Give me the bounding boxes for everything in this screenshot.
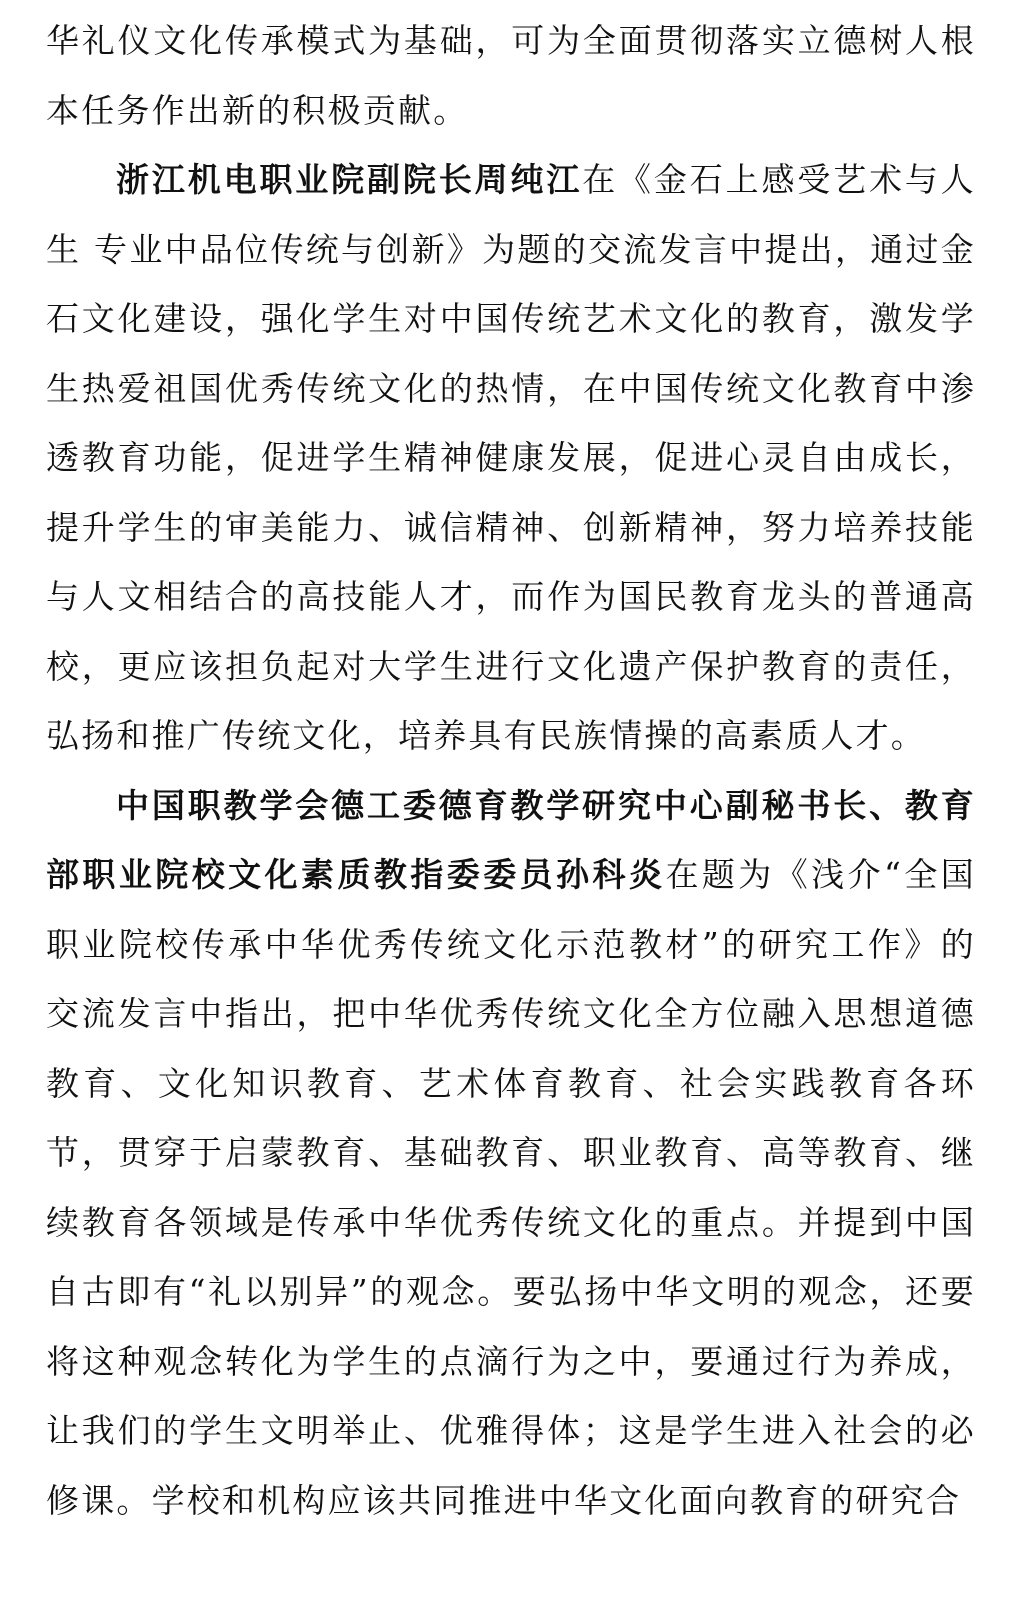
paragraph-text: 华礼仪文化传承模式为基础，可为全面贯彻落实立德树人根本任务作出新的积极贡献。 bbox=[46, 21, 976, 130]
document-page bbox=[46, 6, 976, 1535]
paragraph-text: 在《金石上感受艺术与人生 专业中品位传统与创新》为题的交流发言中提出，通过金石文化建设，强化学生对中国传统艺术文化的教育，激发学生热爱祖国优秀传统文化的热情，在中国传统文化教育中渗透教育功能，促进学生精神健康发展，促进心灵自由成长，提升学生的审美能力、诚信精神、创新精神，努力培养技能与人文相结合的高技能人才，而作为国民教育龙头的普通高校，更应该担负起对大学生进行文化遗产保护教育的责任，弘扬和推广传统文化，培养具有民族情操的高素质人才。 bbox=[46, 160, 976, 755]
paragraph-sun-keyan bbox=[46, 771, 976, 1536]
paragraph-zhou-chunjiang bbox=[46, 145, 976, 771]
paragraph-text: 在题为《浅介“全国职业院校传承中华优秀传统文化示范教材”的研究工作》的交流发言中指出，把中华优秀传统文化全方位融入思想道德教育、文化知识教育、艺术体育教育、社会实践教育各环节，贯穿于启蒙教育、基础教育、职业教育、高等教育、继续教育各领域是传承中华优秀传统文化的重点。并提到中国自古即有“礼以别异”的观念。要弘扬中华文明的观念，还要将这种观念转化为学生的点滴行为之中，要通过行为养成，让我们的学生文明举止、优雅得体；这是学生进入社会的必修课。学校和机构应该共同推进中华文化面向教育的研究合 bbox=[46, 855, 977, 1520]
speaker-name: 中国职教学会德工委德育教学研究中心副秘书长、教育部职业院校文化素质教指委委员孙科炎 bbox=[46, 785, 976, 894]
paragraph-continuation bbox=[46, 6, 976, 145]
speaker-name: 浙江机电职业院副院长周纯江 bbox=[116, 160, 583, 199]
